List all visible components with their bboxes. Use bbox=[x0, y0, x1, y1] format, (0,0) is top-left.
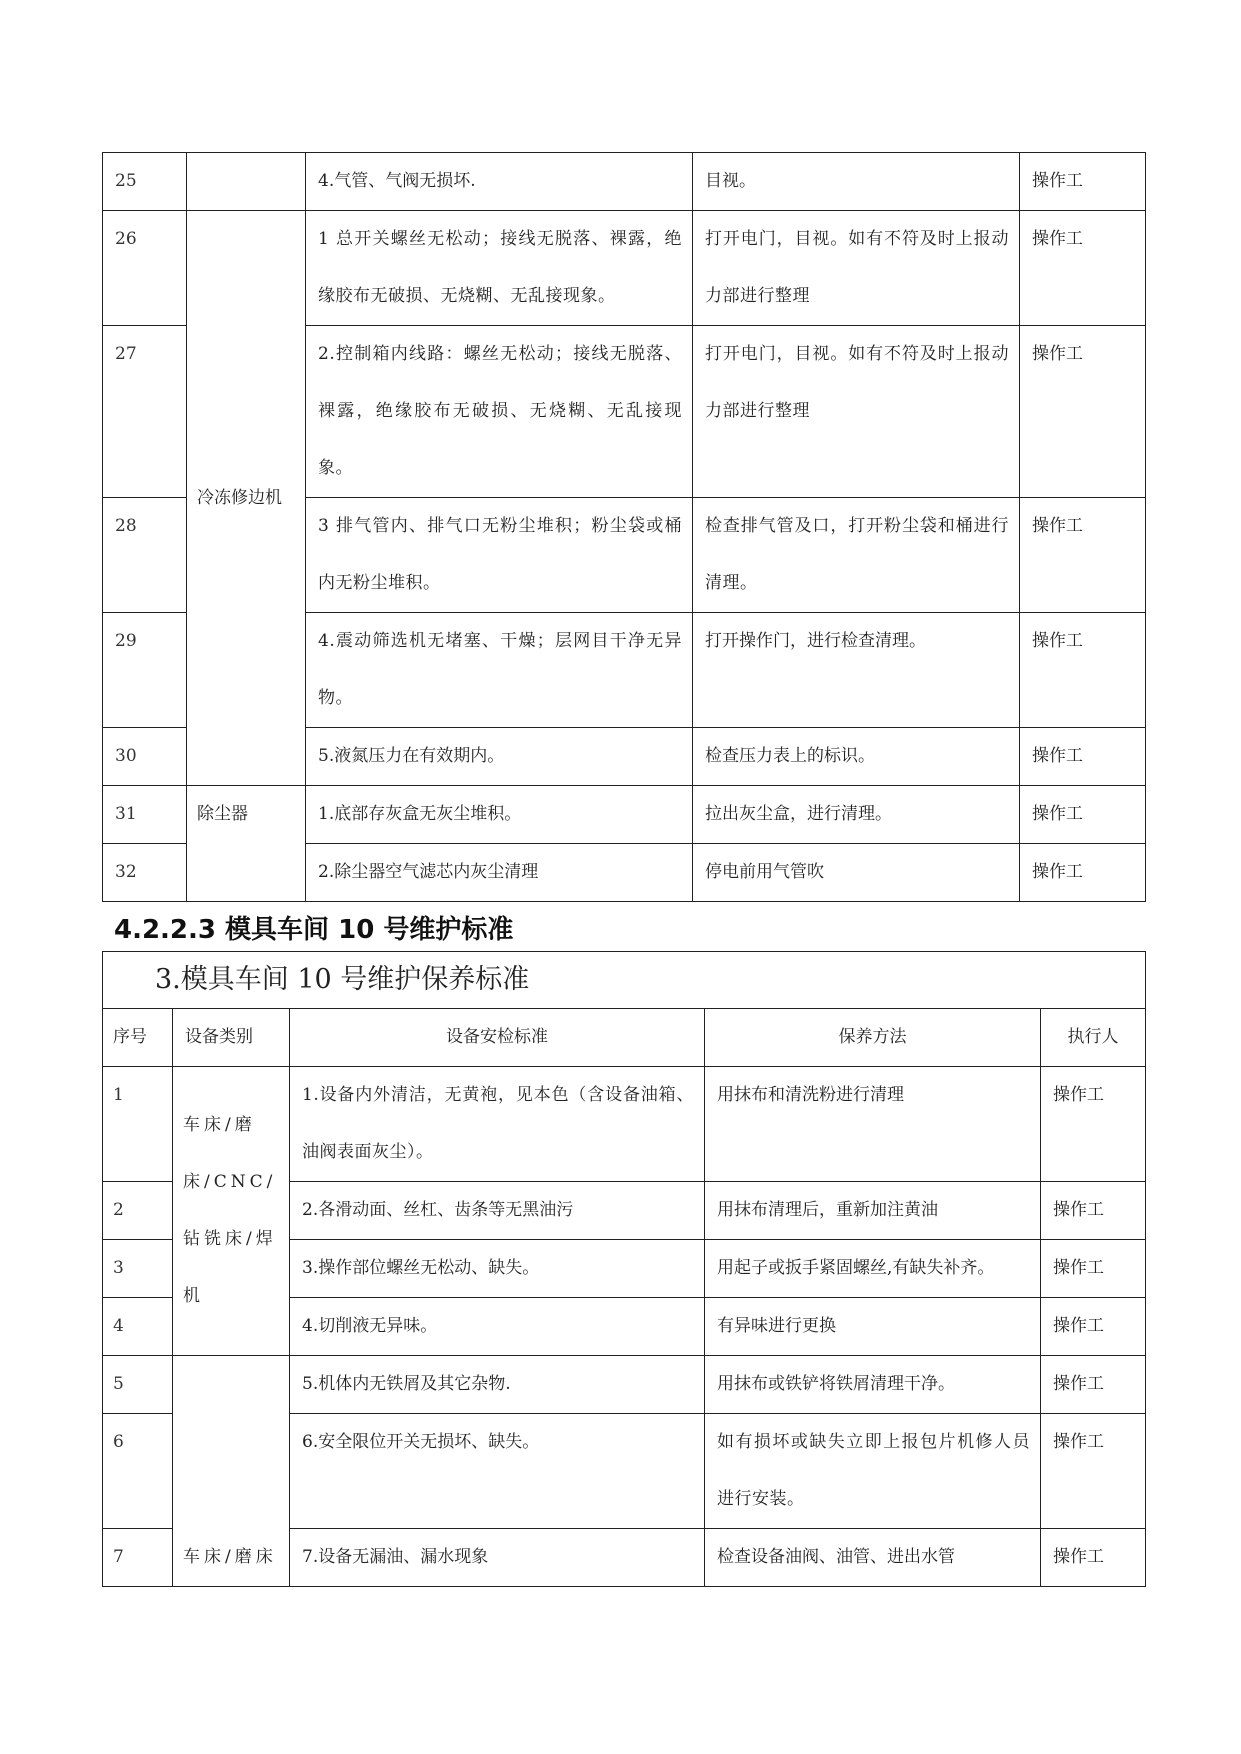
standard-cell: 2.控制箱内线路：螺丝无松动；接线无脱落、裸露，绝缘胶布无破损、无烧糊、无乱接现象。 bbox=[306, 326, 693, 498]
executor-cell: 操作工 bbox=[1020, 786, 1146, 844]
executor-cell: 操作工 bbox=[1020, 728, 1146, 786]
row-number: 6 bbox=[103, 1414, 173, 1529]
executor-cell: 操作工 bbox=[1041, 1298, 1146, 1356]
header-standard: 设备安检标准 bbox=[290, 1009, 705, 1067]
row-number: 4 bbox=[103, 1298, 173, 1356]
row-number: 29 bbox=[103, 613, 187, 728]
row-number: 25 bbox=[103, 153, 187, 211]
executor-cell: 操作工 bbox=[1020, 211, 1146, 326]
table-caption-row bbox=[103, 952, 1146, 1009]
executor-cell: 操作工 bbox=[1020, 153, 1146, 211]
method-cell: 有异味进行更换 bbox=[705, 1298, 1041, 1356]
standard-cell: 5.液氮压力在有效期内。 bbox=[306, 728, 693, 786]
header-type: 设备类别 bbox=[173, 1009, 290, 1067]
method-cell: 打开电门，目视。如有不符及时上报动力部进行整理 bbox=[693, 211, 1020, 326]
standard-cell: 4.切削液无异味。 bbox=[290, 1298, 705, 1356]
row-number: 28 bbox=[103, 498, 187, 613]
header-executor: 执行人 bbox=[1041, 1009, 1146, 1067]
standard-cell: 1.设备内外清洁，无黄袍，见本色（含设备油箱、油阀表面灰尘）。 bbox=[290, 1067, 705, 1182]
standard-cell: 1.底部存灰盒无灰尘堆积。 bbox=[306, 786, 693, 844]
standard-cell: 7.设备无漏油、漏水现象 bbox=[290, 1529, 705, 1587]
executor-cell: 操作工 bbox=[1041, 1067, 1146, 1182]
row-number: 3 bbox=[103, 1240, 173, 1298]
equipment-cell bbox=[187, 153, 306, 211]
executor-cell: 操作工 bbox=[1041, 1182, 1146, 1240]
standard-cell: 6.安全限位开关无损坏、缺失。 bbox=[290, 1414, 705, 1529]
table-row bbox=[103, 153, 1146, 211]
standard-cell: 1 总开关螺丝无松动；接线无脱落、裸露，绝缘胶布无破损、无烧糊、无乱接现象。 bbox=[306, 211, 693, 326]
equipment-group-label: 车床/磨床 bbox=[183, 1547, 277, 1567]
standard-cell: 2.各滑动面、丝杠、齿条等无黑油污 bbox=[290, 1182, 705, 1240]
standard-cell: 4.震动筛选机无堵塞、干燥；层网目干净无异物。 bbox=[306, 613, 693, 728]
equipment-name: 除尘器 bbox=[187, 786, 306, 902]
executor-cell: 操作工 bbox=[1020, 844, 1146, 902]
row-number: 27 bbox=[103, 326, 187, 498]
row-number: 7 bbox=[103, 1529, 173, 1587]
row-number: 5 bbox=[103, 1356, 173, 1414]
table-caption: 3.模具车间 10 号维护保养标准 bbox=[103, 952, 1146, 1009]
method-cell: 目视。 bbox=[693, 153, 1020, 211]
maintenance-table-1 bbox=[102, 152, 1146, 902]
table-row bbox=[103, 211, 1146, 326]
method-cell: 检查设备油阀、油管、进出水管 bbox=[705, 1529, 1041, 1587]
table-row bbox=[103, 786, 1146, 844]
standard-cell: 3 排气管内、排气口无粉尘堆积；粉尘袋或桶内无粉尘堆积。 bbox=[306, 498, 693, 613]
executor-cell: 操作工 bbox=[1020, 326, 1146, 498]
method-cell: 用抹布清理后，重新加注黄油 bbox=[705, 1182, 1041, 1240]
equipment-group-label: 车床/磨床/CNC/钻铣床/焊机 bbox=[183, 1115, 277, 1306]
method-cell: 如有损坏或缺失立即上报包片机修人员进行安装。 bbox=[705, 1414, 1041, 1529]
method-cell: 用起子或扳手紧固螺丝,有缺失补齐。 bbox=[705, 1240, 1041, 1298]
method-cell: 停电前用气管吹 bbox=[693, 844, 1020, 902]
row-number: 1 bbox=[103, 1067, 173, 1182]
maintenance-table-2 bbox=[102, 951, 1146, 1587]
table-row bbox=[103, 1067, 1146, 1182]
equipment-group bbox=[173, 1067, 290, 1356]
executor-cell: 操作工 bbox=[1041, 1240, 1146, 1298]
standard-cell: 5.机体内无铁屑及其它杂物. bbox=[290, 1356, 705, 1414]
executor-cell: 操作工 bbox=[1020, 613, 1146, 728]
method-cell: 拉出灰尘盒，进行清理。 bbox=[693, 786, 1020, 844]
header-no: 序号 bbox=[103, 1009, 173, 1067]
row-number: 2 bbox=[103, 1182, 173, 1240]
row-number: 32 bbox=[103, 844, 187, 902]
equipment-name: 冷冻修边机 bbox=[187, 211, 306, 786]
method-cell: 用抹布和清洗粉进行清理 bbox=[705, 1067, 1041, 1182]
executor-cell: 操作工 bbox=[1041, 1356, 1146, 1414]
table-row bbox=[103, 1356, 1146, 1414]
standard-cell: 2.除尘器空气滤芯内灰尘清理 bbox=[306, 844, 693, 902]
executor-cell: 操作工 bbox=[1041, 1414, 1146, 1529]
equipment-group bbox=[173, 1356, 290, 1587]
standard-cell: 3.操作部位螺丝无松动、缺失。 bbox=[290, 1240, 705, 1298]
row-number: 31 bbox=[103, 786, 187, 844]
standard-cell: 4.气管、气阀无损坏. bbox=[306, 153, 693, 211]
method-cell: 打开电门，目视。如有不符及时上报动力部进行整理 bbox=[693, 326, 1020, 498]
section-heading: 4.2.2.3 模具车间 10 号维护标准 bbox=[114, 915, 514, 945]
row-number: 26 bbox=[103, 211, 187, 326]
executor-cell: 操作工 bbox=[1041, 1529, 1146, 1587]
header-method: 保养方法 bbox=[705, 1009, 1041, 1067]
method-cell: 用抹布或铁铲将铁屑清理干净。 bbox=[705, 1356, 1041, 1414]
table-header-row bbox=[103, 1009, 1146, 1067]
row-number: 30 bbox=[103, 728, 187, 786]
method-cell: 检查排气管及口，打开粉尘袋和桶进行清理。 bbox=[693, 498, 1020, 613]
executor-cell: 操作工 bbox=[1020, 498, 1146, 613]
method-cell: 检查压力表上的标识。 bbox=[693, 728, 1020, 786]
method-cell: 打开操作门，进行检查清理。 bbox=[693, 613, 1020, 728]
